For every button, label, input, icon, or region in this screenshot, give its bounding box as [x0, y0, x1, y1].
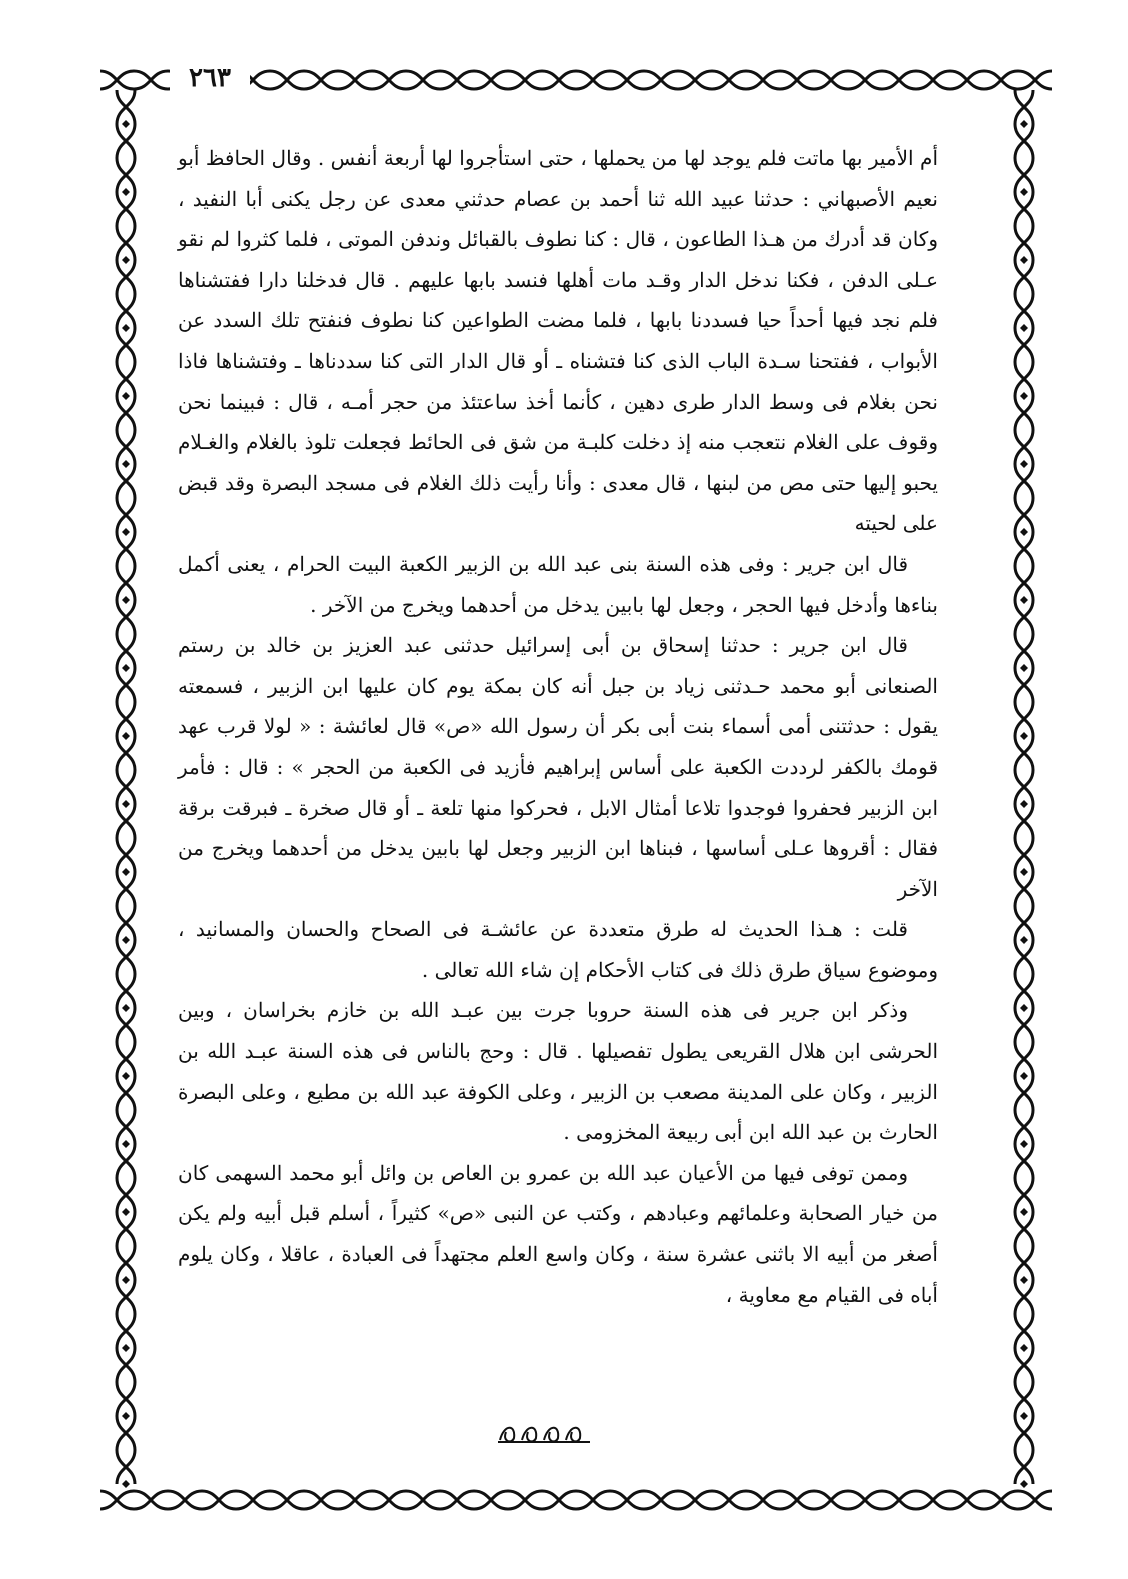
end-ornament-icon [494, 1418, 594, 1448]
paragraph-1: أم الأمير بها ماتت فلم يوجد لها من يحملها ، حتى استأجروا لها أربعة أنفس . وقال الحافظ أبو نعيم الأصبهاني : حدثنا عبيد الله ثنا أحمد بن عصام حدثني معدى عن رجل يكنى أبا النفيد ، وكان قد أدرك من هـذا الطاعون ، قال : كنا نطوف بالقبائل وندفن الموتى ، فلما كثروا لم نقو عـلى الدفن ، فكنا ندخل الدار وقـد مات أهلها فنسد بابها عليهم . قال فدخلنا دارا ففتشناها فلم نجد فيها أحداً حيا فسددنا بابها ، فلما مضت الطواعين كنا نطوف فنفتح تلك السدد عن الأبواب ، ففتحنا سـدة الباب الذى كنا فتشناه ـ أو قال الدار التى كنا سددناها ـ وفتشناها فاذا نحن بغلام فى وسط الدار طرى دهين ، كأنما أخذ ساعتئذ من حجر أمـه ، قال : فبينما نحن وقوف على الغلام نتعجب منه إذ دخلت كلبـة من شق فى الحائط فجعلت تلوذ بالغلام والغـلام يحبو إليها حتى مص من لبنها ، قال معدى : وأنا رأيت ذلك الغلام فى مسجد البصرة وقد قبض على لحيته [178, 146, 938, 536]
paragraph-6: وممن توفى فيها من الأعيان عبد الله بن عمرو بن العاص بن وائل أبو محمد السهمى كان من خيار الصحابة وعلمائهم وعبادهم ، وكتب عن النبى «ص» كثيراً ، أسلم قبل أبيه ولم يكن أصغر من أبيه الا باثنى عشرة سنة ، وكان واسع العلم مجتهداً فى العبادة ، عاقلا ، وكان يلوم أباه فى القيام مع معاوية ، [178, 1160, 938, 1307]
page-body-text [178, 138, 938, 1315]
page-number: ٢٦٣ [170, 60, 250, 96]
paragraph-5: وذكر ابن جرير فى هذه السنة حروبا جرت بين عبـد الله بن خازم بخراسان ، وبين الحرشى ابن هلال القريعى يطول تفصيلها . قال : وحج بالناس فى هذه السنة عبـد الله بن الزبير ، وكان على المدينة مصعب بن الزبير ، وعلى الكوفة عبد الله بن مطيع ، وعلى البصرة الحارث بن عبد الله ابن أبى ربيعة المخزومى . [178, 998, 938, 1145]
paragraph-4: قلت : هـذا الحديث له طرق متعددة عن عائشـة فى الصحاح والحسان والمسانيد ، وموضوع سياق طرق ذلك فى كتاب الأحكام إن شاء الله تعالى . [178, 917, 938, 982]
paragraph-2: قال ابن جرير : وفى هذه السنة بنى عبد الله بن الزبير الكعبة البيت الحرام ، يعنى أكمل بناءها وأدخل فيها الحجر ، وجعل لها بابين يدخل من أحدهما ويخرج من الآخر . [178, 551, 938, 617]
paragraph-3: قال ابن جرير : حدثنا إسحاق بن أبى إسرائيل حدثنى عبد العزيز بن خالد بن رستم الصنعانى أبو محمد حـدثنى زياد بن جبل أنه كان بمكة يوم كان عليها ابن الزبير ، فسمعته يقول : حدثتنى أمى أسماء بنت أبى بكر أن رسول الله «ص» قال لعائشة : « لولا قرب عهد قومك بالكفر لرددت الكعبة على أساس إبراهيم فأزيد فى الكعبة من الحجر » : قال : فأمر ابن الزبير فحفروا فوجدوا تلاعا أمثال الابل ، فحركوا منها تلعة ـ أو قال صخرة ـ فبرقت برقة فقال : أقروها عـلى أساسها ، فبناها ابن الزبير وجعل لها بابين يدخل من أحدهما ويخرج من الآخر [178, 633, 938, 901]
